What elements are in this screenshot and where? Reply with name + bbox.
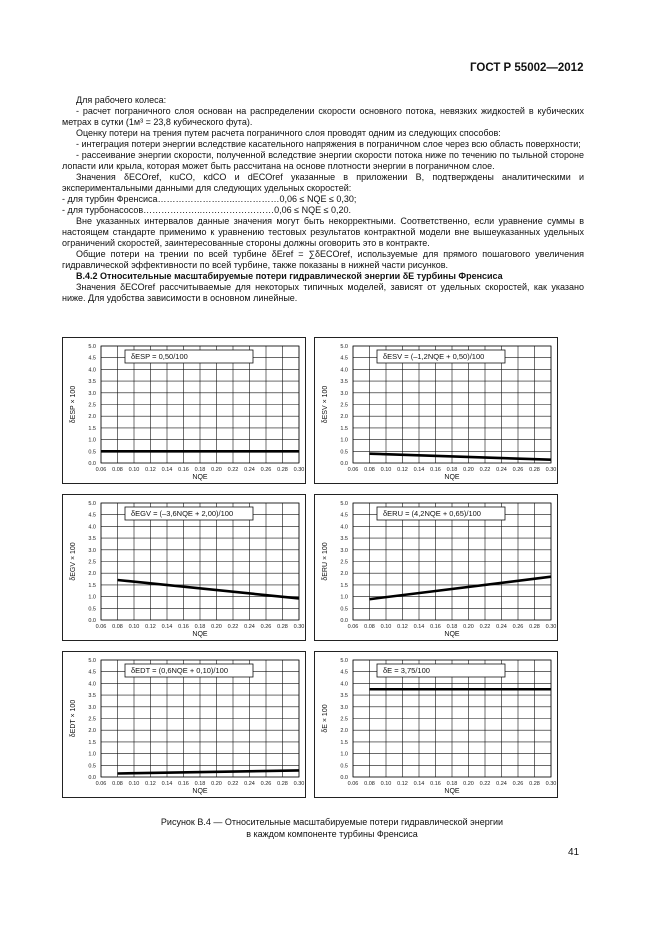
paragraph: - интеграция потери энергии вследствие касательного напряжения в пограничном слое через всю область поверхности; (76, 139, 581, 149)
x-tick-label: 0.08 (112, 467, 123, 473)
x-tick-label: 0.12 (145, 624, 156, 630)
y-tick-label: 2.0 (88, 571, 96, 578)
x-tick-label: 0.22 (227, 467, 239, 473)
y-axis-label: δEGV × 100 (70, 542, 77, 581)
x-tick-label: 0.10 (128, 781, 140, 787)
y-tick-label: 2.0 (340, 414, 348, 421)
formula-label: δEGV = (–3,6NQE + 2,00)/100 (131, 509, 234, 518)
y-tick-label: 3.5 (340, 536, 348, 543)
chart-e-total-plot (315, 652, 557, 797)
x-tick-label: 0.20 (211, 624, 222, 630)
paragraph: Оценку потери на трения путем расчета пограничного слоя проводят одним из следующих способов: (76, 128, 501, 138)
y-tick-label: 5.0 (340, 344, 348, 350)
y-tick-label: 3.0 (88, 704, 96, 711)
paragraph: Общие потери на трении по всей турбине δEref = ∑δECOref, используемые для прямого пошагового увеличения гидравлической эффективности по всей турбине, также показаны в нижней части рисунков. (62, 249, 584, 270)
x-tick-label: 0.06 (95, 624, 107, 630)
y-tick-label: 0.5 (88, 606, 96, 613)
document-header: ГОСТ Р 55002—2012 (470, 62, 584, 74)
chart-esp (62, 337, 306, 484)
x-axis-label: NQE (192, 474, 208, 481)
data-line (370, 454, 552, 460)
x-tick-label: 0.18 (446, 467, 458, 473)
y-tick-label: 0.0 (340, 461, 348, 467)
paragraph: Вне указанных интервалов данные значения могут быть некорректными. Соответственно, если уравнение суммы в настоящем стандарте применимо к уравнению тестовых результатов контрактной модели вне вышеуказанных удельных ограничений скоростей, заинтересованные стороны должны оговорить это в контракте. (62, 216, 584, 248)
y-tick-label: 4.5 (88, 669, 96, 676)
y-tick-label: 1.0 (88, 751, 96, 758)
y-tick-label: 4.0 (340, 524, 348, 531)
x-tick-label: 0.06 (347, 624, 359, 630)
data-line (370, 577, 552, 599)
y-axis-label: δESV × 100 (322, 385, 329, 424)
y-tick-label: 1.5 (88, 739, 96, 746)
x-tick-label: 0.22 (227, 624, 239, 630)
x-tick-label: 0.30 (545, 781, 557, 787)
x-tick-label: 0.18 (194, 781, 206, 787)
x-axis-label: NQE (444, 788, 460, 795)
x-tick-label: 0.28 (529, 781, 540, 787)
x-tick-label: 0.16 (430, 624, 441, 630)
chart-egv-plot (63, 495, 305, 640)
y-tick-label: 3.5 (88, 536, 96, 543)
x-tick-label: 0.18 (446, 624, 458, 630)
x-tick-label: 0.08 (112, 781, 123, 787)
x-tick-label: 0.08 (112, 624, 123, 630)
x-tick-label: 0.10 (380, 624, 392, 630)
paragraph: Для рабочего колеса: (76, 95, 167, 105)
paragraph: - для турбонасосов………………..……………………0,06 ≤ NQE ≤ 0,20. (62, 205, 352, 215)
chart-e-total (314, 651, 558, 798)
y-tick-label: 3.5 (88, 379, 96, 386)
y-tick-label: 3.0 (88, 390, 96, 397)
x-axis-label: NQE (444, 631, 460, 638)
y-tick-label: 4.5 (340, 512, 348, 519)
y-tick-label: 1.0 (340, 594, 348, 601)
x-tick-label: 0.10 (380, 467, 392, 473)
x-axis-label: NQE (192, 788, 208, 795)
x-tick-label: 0.26 (512, 624, 524, 630)
x-tick-label: 0.20 (211, 781, 222, 787)
x-tick-label: 0.18 (194, 467, 206, 473)
y-tick-label: 0.0 (88, 618, 96, 624)
y-axis-label: δERU × 100 (322, 542, 329, 581)
chart-esv-plot (315, 338, 557, 483)
x-tick-label: 0.14 (413, 467, 425, 473)
formula-label: δEDT = (0,6NQE + 0,10)/100 (131, 666, 229, 675)
x-tick-label: 0.10 (380, 781, 392, 787)
y-tick-label: 3.0 (340, 704, 348, 711)
y-tick-label: 0.0 (88, 775, 96, 781)
y-tick-label: 2.5 (88, 402, 96, 409)
x-tick-label: 0.20 (211, 467, 222, 473)
y-axis-label: δEDT × 100 (70, 699, 77, 738)
x-tick-label: 0.30 (293, 781, 305, 787)
y-tick-label: 5.0 (340, 501, 348, 507)
y-tick-label: 4.5 (88, 355, 96, 362)
x-tick-label: 0.12 (145, 781, 156, 787)
x-tick-label: 0.26 (260, 781, 272, 787)
y-tick-label: 4.0 (340, 367, 348, 374)
y-tick-label: 2.5 (88, 716, 96, 723)
x-tick-label: 0.20 (463, 624, 474, 630)
x-tick-label: 0.26 (512, 467, 524, 473)
x-tick-label: 0.24 (244, 624, 255, 630)
x-tick-label: 0.06 (95, 781, 107, 787)
y-tick-label: 3.0 (340, 547, 348, 554)
x-tick-label: 0.06 (347, 781, 359, 787)
y-tick-label: 5.0 (88, 344, 96, 350)
y-axis-label: δESP × 100 (70, 385, 77, 424)
paragraph: - рассеивание энергии скорости, полученной вследствие энергии скорости потока ниже по течению по тыльной стороне лопасти или крыла, которая может быть рассчитана на основе плотности энергии в пограничном слое. (62, 150, 584, 171)
y-tick-label: 1.0 (88, 437, 96, 444)
x-tick-label: 0.28 (277, 624, 288, 630)
y-axis-label: δE × 100 (322, 704, 329, 733)
x-tick-label: 0.16 (178, 624, 189, 630)
x-tick-label: 0.08 (364, 467, 375, 473)
y-tick-label: 0.5 (340, 763, 348, 770)
y-tick-label: 0.5 (340, 606, 348, 613)
y-tick-label: 1.5 (340, 425, 348, 432)
x-tick-label: 0.08 (364, 781, 375, 787)
x-tick-label: 0.30 (293, 467, 305, 473)
x-tick-label: 0.16 (178, 467, 189, 473)
y-tick-label: 0.0 (340, 618, 348, 624)
y-tick-label: 0.0 (340, 775, 348, 781)
y-tick-label: 2.5 (340, 559, 348, 566)
x-tick-label: 0.16 (430, 467, 441, 473)
x-tick-label: 0.20 (463, 467, 474, 473)
x-tick-label: 0.22 (479, 467, 491, 473)
chart-eru (314, 494, 558, 641)
x-tick-label: 0.14 (413, 781, 425, 787)
x-tick-label: 0.10 (128, 467, 140, 473)
section-heading: В.4.2 Относительные масштабируемые потери гидравлической энергии δE турбины Френсиса (76, 271, 503, 281)
y-tick-label: 4.0 (340, 681, 348, 688)
x-tick-label: 0.16 (178, 781, 189, 787)
x-tick-label: 0.14 (161, 781, 173, 787)
x-tick-label: 0.24 (496, 781, 507, 787)
x-tick-label: 0.06 (347, 467, 359, 473)
y-tick-label: 2.0 (88, 728, 96, 735)
text-block (62, 95, 584, 304)
y-tick-label: 2.0 (340, 728, 348, 735)
x-tick-label: 0.24 (496, 624, 507, 630)
x-tick-label: 0.12 (397, 624, 408, 630)
x-tick-label: 0.30 (545, 624, 557, 630)
y-tick-label: 4.0 (88, 524, 96, 531)
x-tick-label: 0.24 (244, 467, 255, 473)
y-tick-label: 2.5 (340, 716, 348, 723)
chart-eru-plot (315, 495, 557, 640)
y-tick-label: 4.0 (88, 367, 96, 374)
x-tick-label: 0.22 (479, 781, 491, 787)
formula-label: δERU = (4,2NQE + 0,65)/100 (383, 509, 481, 518)
y-tick-label: 4.5 (88, 512, 96, 519)
x-tick-label: 0.20 (463, 781, 474, 787)
x-tick-label: 0.24 (496, 467, 507, 473)
y-tick-label: 1.0 (340, 751, 348, 758)
y-tick-label: 3.5 (340, 379, 348, 386)
y-tick-label: 1.5 (340, 739, 348, 746)
x-tick-label: 0.14 (161, 624, 173, 630)
formula-label: δESP = 0,50/100 (131, 352, 188, 361)
y-tick-label: 3.0 (88, 547, 96, 554)
y-tick-label: 3.0 (340, 390, 348, 397)
x-tick-label: 0.08 (364, 624, 375, 630)
y-tick-label: 1.0 (88, 594, 96, 601)
x-tick-label: 0.12 (145, 467, 156, 473)
x-tick-label: 0.22 (227, 781, 239, 787)
y-tick-label: 1.5 (340, 582, 348, 589)
chart-edt (62, 651, 306, 798)
y-tick-label: 0.0 (88, 461, 96, 467)
x-tick-label: 0.28 (529, 624, 540, 630)
x-tick-label: 0.10 (128, 624, 140, 630)
x-tick-label: 0.18 (194, 624, 206, 630)
y-tick-label: 0.5 (88, 763, 96, 770)
formula-label: δE = 3,75/100 (383, 666, 430, 675)
x-tick-label: 0.06 (95, 467, 107, 473)
figure-caption (62, 816, 602, 840)
x-tick-label: 0.28 (529, 467, 540, 473)
x-tick-label: 0.30 (545, 467, 557, 473)
x-tick-label: 0.28 (277, 781, 288, 787)
paragraph: Значения δECOref рассчитываемые для некоторых типичных моделей, зависят от удельных скоростей, как указано ниже. Для удобства зависимости в основном линейные. (62, 282, 584, 303)
x-tick-label: 0.30 (293, 624, 305, 630)
y-tick-label: 4.5 (340, 669, 348, 676)
x-tick-label: 0.12 (397, 781, 408, 787)
x-tick-label: 0.12 (397, 467, 408, 473)
data-line (118, 580, 300, 598)
x-tick-label: 0.28 (277, 467, 288, 473)
formula-label: δESV = (–1,2NQE + 0,50)/100 (383, 352, 485, 361)
y-tick-label: 5.0 (88, 501, 96, 507)
y-tick-label: 0.5 (88, 449, 96, 456)
chart-egv (62, 494, 306, 641)
y-tick-label: 3.5 (88, 693, 96, 700)
paragraph: Значения δECOref, κuCO, κdCO и dECOref указанные в приложении В, подтверждены аналитическими и экспериментальными данными для следующих удельных скоростей: (62, 172, 584, 193)
x-axis-label: NQE (444, 474, 460, 481)
page-number: 41 (568, 847, 580, 858)
x-tick-label: 0.18 (446, 781, 458, 787)
caption-line: в каждом компоненте турбины Френсиса (246, 829, 418, 839)
chart-edt-plot (63, 652, 305, 797)
y-tick-label: 5.0 (340, 658, 348, 664)
paragraph: - для турбин Френсиса……………………..……………0,06 ≤ NQE ≤ 0,30; (62, 194, 357, 204)
y-tick-label: 2.5 (340, 402, 348, 409)
y-tick-label: 1.5 (88, 425, 96, 432)
y-tick-label: 4.0 (88, 681, 96, 688)
paragraph: - расчет пограничного слоя основан на распределении скорости основного потока, невязких жидкостей в кубических метрах в сутки (1м³ = 23,8 кубического фута). (62, 106, 584, 127)
x-tick-label: 0.24 (244, 781, 255, 787)
chart-esv (314, 337, 558, 484)
y-tick-label: 2.5 (88, 559, 96, 566)
x-tick-label: 0.22 (479, 624, 491, 630)
x-tick-label: 0.16 (430, 781, 441, 787)
y-tick-label: 3.5 (340, 693, 348, 700)
chart-esp-plot (63, 338, 305, 483)
y-tick-label: 1.0 (340, 437, 348, 444)
x-tick-label: 0.14 (413, 624, 425, 630)
y-tick-label: 0.5 (340, 449, 348, 456)
x-tick-label: 0.26 (260, 624, 272, 630)
y-tick-label: 2.0 (340, 571, 348, 578)
y-tick-label: 1.5 (88, 582, 96, 589)
x-tick-label: 0.14 (161, 467, 173, 473)
y-tick-label: 4.5 (340, 355, 348, 362)
y-tick-label: 2.0 (88, 414, 96, 421)
caption-line: Рисунок В.4 — Относительные масштабируемые потери гидравлической энергии (160, 817, 504, 827)
x-tick-label: 0.26 (260, 467, 272, 473)
data-line (118, 770, 300, 773)
x-tick-label: 0.26 (512, 781, 524, 787)
y-tick-label: 5.0 (88, 658, 96, 664)
x-axis-label: NQE (192, 631, 208, 638)
